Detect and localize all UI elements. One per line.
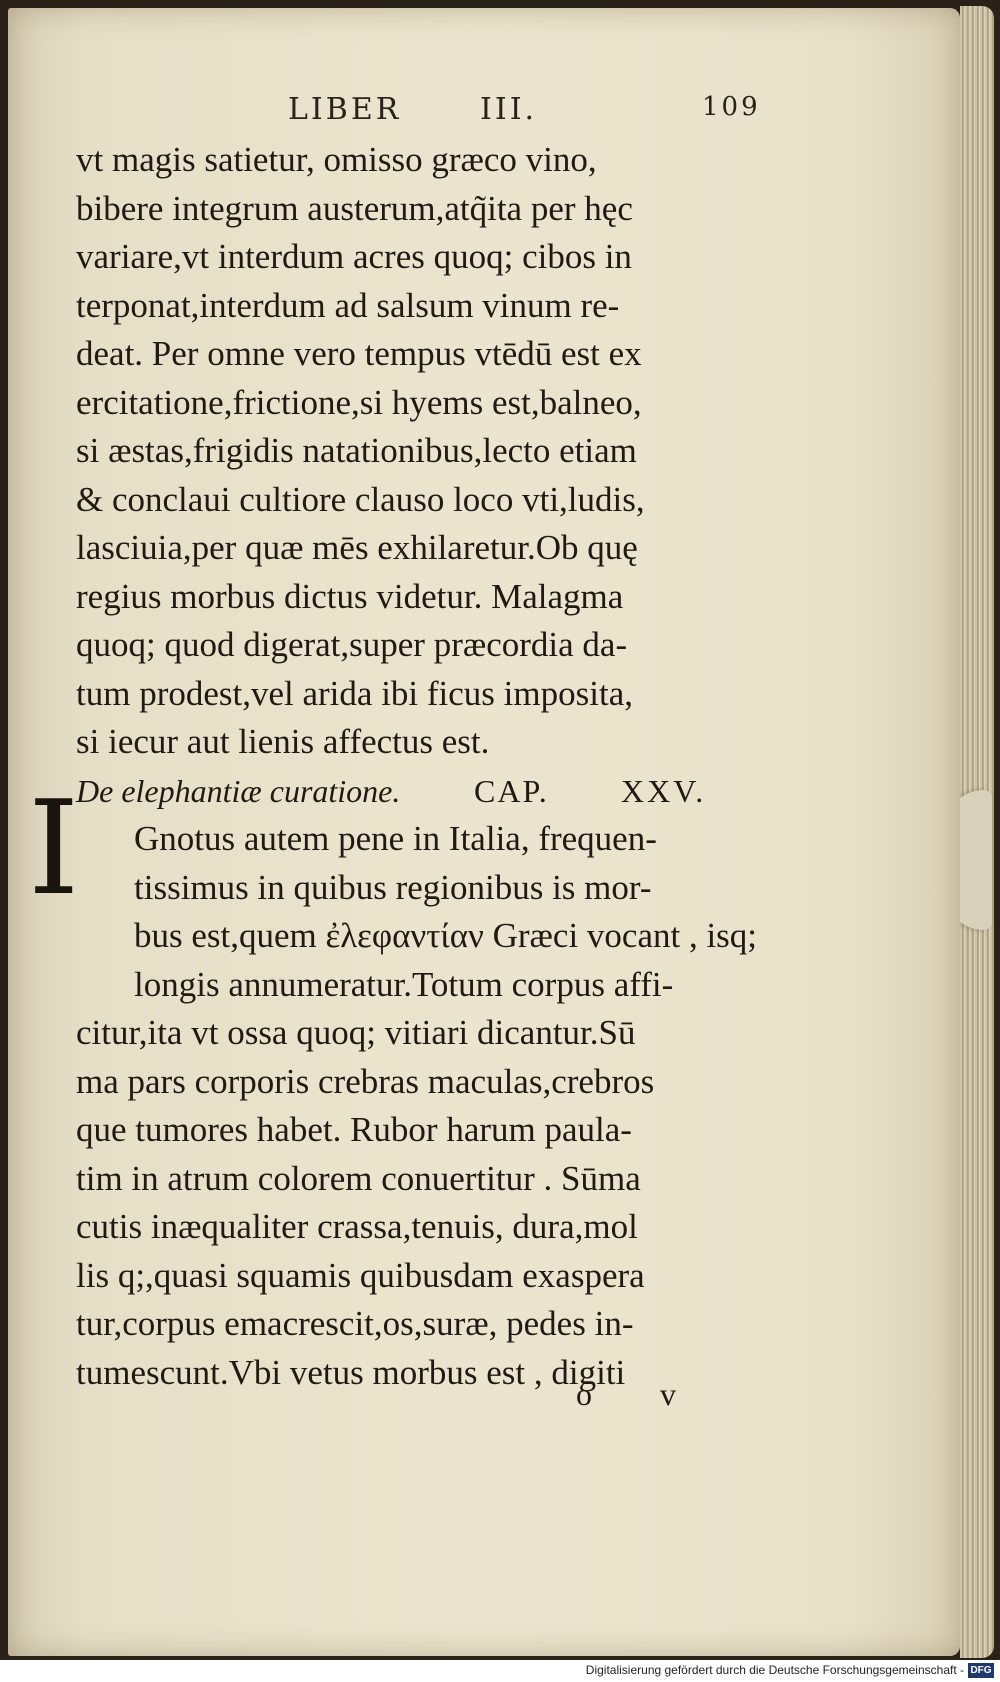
footer-credit: Digitalisierung gefördert durch die Deutsche Forschungsgemeinschaft -	[585, 1663, 964, 1677]
text-line: quoq; quod digerat,super præcordia da-	[76, 625, 628, 664]
text-line: tum prodest,vel arida ibi ficus imposita,	[76, 673, 633, 713]
text-line: terponat,interdum ad salsum vinum re-	[76, 285, 620, 325]
chapter-cap-label: CAP.	[474, 772, 549, 809]
text-line: lis q;,quasi squamis quibusdam exaspera	[76, 1255, 645, 1295]
header-book-label: LIBER	[288, 92, 402, 127]
header-book-number: III.	[480, 92, 538, 127]
text-line: tissimus in quibus regionibus is mor-	[134, 867, 652, 907]
running-header	[92, 92, 761, 132]
text-line: vt magis satietur, omisso græco vino,	[76, 140, 597, 179]
text-line: ma pars corporis crebras maculas,crebros	[76, 1061, 655, 1101]
text-line: citur,ita vt ossa quoq; vitiari dicantur.Sū	[76, 1013, 636, 1052]
text-line: deat. Per omne vero tempus vtēdū est ex	[76, 334, 642, 373]
text-line: que tumores habet. Rubor harum paula-	[76, 1110, 632, 1149]
text-line: variare,vt interdum acres quoq; cibos in	[76, 237, 632, 276]
chapter-number: XXV.	[621, 772, 707, 809]
text-line: & conclaui cultiore clauso loco vti,ludis,	[76, 479, 645, 519]
text-line: cutis inæqualiter crassa,tenuis, dura,mol	[76, 1207, 638, 1246]
digitization-footer	[0, 1660, 1000, 1682]
text-line: Gnotus autem pene in Italia, frequen-	[134, 819, 657, 858]
chapter-heading	[76, 767, 796, 816]
text-line: longis annumeratur.Totum corpus affi-	[134, 964, 674, 1004]
text-line: tur,corpus emacrescit,os,suræ, pedes in-	[76, 1304, 634, 1343]
text-line: bus est,quem ἐλεφαντίαν Græci vocant , isq;	[134, 916, 758, 955]
text-line: ercitatione,frictione,si hyems est,balneo,	[76, 382, 642, 422]
book-page	[8, 8, 960, 1656]
text-line: regius morbus dictus videtur. Malagma	[76, 576, 624, 616]
text-line: bibere integrum austerum,atq̃ita per hęc	[76, 188, 633, 228]
text-line: lasciuia,per quæ mēs exhilaretur.Ob quę	[76, 528, 638, 567]
drop-cap: I	[28, 772, 80, 924]
text-line: si iecur aut lienis affectus est.	[76, 722, 490, 761]
dfg-logo-icon: DFG	[968, 1663, 994, 1678]
text-line: tumescunt.Vbi vetus morbus est , digiti	[76, 1352, 626, 1392]
body-text	[76, 136, 796, 1397]
text-line: tim in atrum colorem conuertitur . Sūma	[76, 1158, 641, 1198]
page-number: 109	[702, 92, 761, 122]
text-line: si æstas,frigidis natationibus,lecto etiam	[76, 431, 637, 470]
signature-mark: o v	[576, 1376, 706, 1412]
chapter-title: De elephantiæ curatione.	[76, 772, 401, 809]
